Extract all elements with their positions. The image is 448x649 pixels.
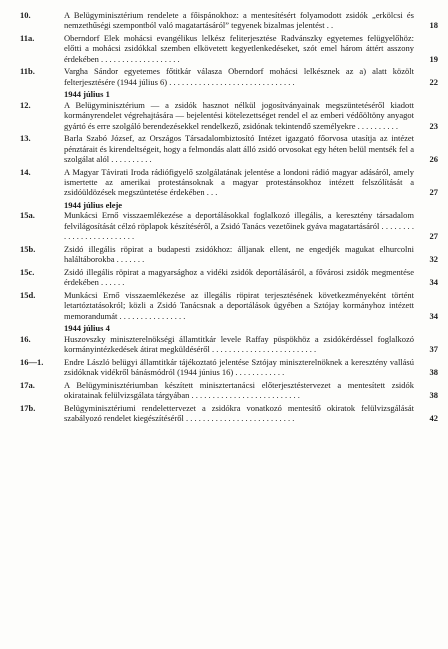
entry-text: Zsidó illegális röpirat a magyarsághoz a vidéki zsidók deportálásáról, a fővárosi zsidók megmentése érdekében . . . . . . xyxy=(64,266,414,288)
toc-entry xyxy=(0,210,448,241)
toc-entry xyxy=(0,33,448,64)
page-number: 37 xyxy=(429,344,438,355)
entry-number: 10. xyxy=(20,10,31,20)
toc-entry xyxy=(0,334,448,355)
entry-text: Vargha Sándor egyetemes főtitkár válasza Oberndorf mohácsi lelkésznek az a) alatt közölt felterjesztésére (1944 július 6) . . . . . . . . . . . . . . . . . . . . . . . . . . . . . . xyxy=(64,66,414,87)
page-number: 19 xyxy=(429,53,438,64)
entry-number: 15a. xyxy=(20,210,35,221)
entry-text: A Belügyminisztériumban készített minisztertanácsi előterjesztéstervezet a mentesített zsidók okiratainak felülvizsgálata tárgyában . . . . . . . . . . . . . . . . . . . . . . . . . . xyxy=(64,379,414,401)
page-number: 38 xyxy=(429,390,438,401)
entry-text: Munkácsi Ernő visszaemlékezése a deportálásokkal foglalkozó illegális, a keresztény társadalom felvilágosítását célzó röplapok készítéséről, a Zsidó Tanács vezetőinek gyáva magatartásáról . . . . . . . . . . . . . . . . . . . . . . . . . xyxy=(64,210,414,242)
entry-number: 15d. xyxy=(20,289,36,300)
entry-text: A Belügyminisztérium rendelete a főispánokhoz: a mentesítésért folyamodott zsidók „erkölcsi és nemzethűségi szempontból való magatartásáról” tegyenek bizalmas jelentést . . xyxy=(64,10,414,31)
entry-text: Oberndorf Elek mohácsi evangélikus lelkész feliterjesztése Radvánszky egyetemes felügyelőhöz: előtti a mohácsi zsidókkal szemben elkövetett kegyetlenkedéseket, szót emel három áttért asszony érdekében . . . . . . . . . . . . . . . . . . . xyxy=(64,33,414,64)
toc-entry xyxy=(0,10,448,31)
entry-text: Barla Szabó József, az Országos Társadalombiztosító Intézet igazgató főorvosa utasítja az intézet pénztárait és kirendeltségeit, hogy a felmondás alatt álló zsidó orvosokat egy héten belül mentsék fel a szolgálat alól . . . . . . . . . . xyxy=(64,133,414,165)
entry-text: Endre László belügyi államtitkár tájékoztató jelentése Sztójay miniszterelnöknek a keresztény vallású zsidóknak vidékről bánásmódról (1944 június 16) . . . . . . . . . . . . xyxy=(64,356,414,378)
page-number: 27 xyxy=(429,231,438,242)
entry-text: A Magyar Távirati Iroda rádiófigyelő szolgálatának jelentése a londoni rádió magyar adásáról, amely ismertette az amerikai protestánsoknak a magyar protestánsokhoz intézett felszólítását a zsidóüldözések megszüntetése érdekében . . . xyxy=(64,166,414,198)
date-heading: 1944 július 4 xyxy=(64,323,110,334)
date-heading: 1944 július eleje xyxy=(64,200,123,211)
entry-number: 11b. xyxy=(20,66,35,77)
toc-entry xyxy=(0,380,448,401)
entry-text: Munkácsi Ernő visszaemlékezése az illegális röpirat terjesztésének következményeként történt letartóztatásokról; közli a Zsidó Tanácsnak a deportálások ügyében a Sztójay kormányhoz intézett memorandumát . . . . . . . . . . . . . . . . xyxy=(64,289,414,321)
entry-number: 14. xyxy=(20,166,31,177)
page-number: 38 xyxy=(429,367,438,378)
entry-number: 13. xyxy=(20,133,31,144)
page-number: 26 xyxy=(429,154,438,165)
page-number: 22 xyxy=(429,76,438,87)
toc-entry xyxy=(0,100,448,131)
toc-entry xyxy=(0,403,448,424)
toc-entry xyxy=(0,133,448,164)
page-number: 34 xyxy=(429,310,438,321)
date-heading: 1944 július 1 xyxy=(64,89,110,100)
entry-number: 12. xyxy=(20,99,31,110)
entry-number: 15b. xyxy=(20,243,36,254)
toc-entry xyxy=(0,66,448,87)
page-number: 27 xyxy=(429,187,438,198)
entry-text: Belügyminisztériumi rendelettervezet a zsidókra vonatkozó mentesítő okiratok felülvizsgálását szabályozó rendelet kiegészítéséről . . . . . . . . . . . . . . . . . . . . . . . . . . xyxy=(64,402,414,424)
entry-number: 17a. xyxy=(20,379,35,390)
page-number: 34 xyxy=(429,277,438,288)
entry-text: Zsidó illegális röpirat a budapesti zsidókhoz: álljanak ellent, ne engedjék magukat elhurcolni haláltáborokba . . . . . . . xyxy=(64,243,414,265)
toc-entry xyxy=(0,357,448,378)
toc-entry xyxy=(0,167,448,198)
entry-text: Huszovszky miniszterelnökségi államtitkár levele Raffay püspökhöz a zsidókérdéssel foglalkozó kormányintézkedések átirat megküldéséről . . . . . . . . . . . . . . . . . . . . . . . . . xyxy=(64,333,414,355)
page-number: 32 xyxy=(429,254,438,265)
entry-number: 15c. xyxy=(20,266,35,277)
toc-entry xyxy=(0,267,448,288)
page-number: 18 xyxy=(429,20,438,31)
entry-number: 11a. xyxy=(20,33,35,43)
toc-entry xyxy=(0,290,448,321)
entry-number: 16. xyxy=(20,333,31,344)
entry-number: 17b. xyxy=(20,402,36,413)
page-number: 23 xyxy=(429,120,438,131)
toc-entry xyxy=(0,244,448,265)
entry-number: 16—1. xyxy=(20,356,44,367)
table-of-contents xyxy=(0,10,448,426)
page-number: 42 xyxy=(429,413,438,424)
entry-text: A Belügyminisztérium — a zsidók hasznot nélkül jogosítványainak megszüntetéséről kiadott kormányrendelet végrehajtására — bejelentési kötelezettséget rendel el az emberi védőöltöny anyagot gyártó és erre szolgáló berendezésekkel rendelkező, zsidónak tekintendő személyekre . . . . . . . . . . xyxy=(64,99,414,131)
